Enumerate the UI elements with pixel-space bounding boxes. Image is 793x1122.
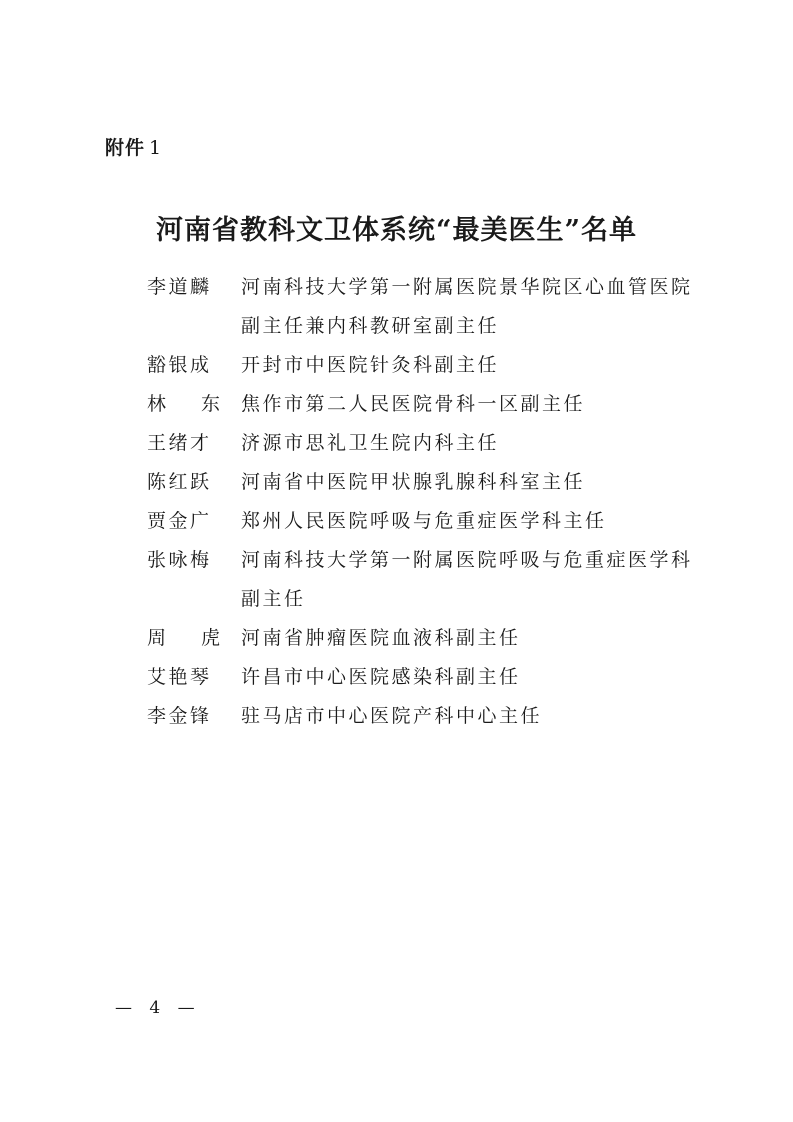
list-item [147, 463, 707, 502]
list-item [147, 697, 707, 736]
person-affiliation: 郑州人民医院呼吸与危重症医学科主任 [241, 510, 607, 532]
list-item [147, 385, 707, 424]
person-affiliation: 开封市中医院针灸科副主任 [241, 354, 500, 376]
person-name [147, 619, 241, 658]
person-name: 王绪才 [147, 432, 212, 454]
list-item [147, 424, 707, 463]
person-name: 豁银成 [147, 354, 212, 376]
person-name: 陈红跃 [147, 471, 212, 493]
list-item [147, 658, 707, 697]
person-affiliation: 许昌市中心医院感染科副主任 [241, 666, 521, 688]
list-item [147, 619, 707, 658]
person-name-first: 周 [147, 627, 167, 649]
list-item [147, 502, 707, 541]
person-name-last: 东 [201, 393, 221, 415]
list-item [147, 268, 707, 346]
person-name [147, 385, 241, 424]
attachment-label [105, 133, 162, 160]
person-affiliation: 济源市思礼卫生院内科主任 [241, 432, 500, 454]
person-name: 李金锋 [147, 705, 212, 727]
award-list [147, 268, 707, 736]
person-affiliation: 河南科技大学第一附属医院呼吸与危重症医学科副主任 [241, 549, 693, 610]
person-name: 艾艳琴 [147, 666, 212, 688]
person-name: 贾金广 [147, 510, 212, 532]
list-item [147, 346, 707, 385]
page-number: — 4 — [115, 998, 201, 1018]
person-name: 李道麟 [147, 276, 212, 298]
person-affiliation: 河南省肿瘤医院血液科副主任 [241, 627, 521, 649]
person-affiliation: 河南科技大学第一附属医院景华院区心血管医院副主任兼内科教研室副主任 [241, 276, 693, 337]
attachment-text: 附件 [105, 137, 146, 159]
document-title: 河南省教科文卫体系统“最美医生”名单 [155, 215, 638, 246]
person-name: 张咏梅 [147, 549, 212, 571]
person-affiliation: 驻马店市中心医院产科中心主任 [241, 705, 543, 727]
person-affiliation: 河南省中医院甲状腺乳腺科科室主任 [241, 471, 586, 493]
person-name-last: 虎 [201, 627, 221, 649]
list-item [147, 541, 707, 619]
attachment-number: 1 [149, 137, 163, 159]
person-name-first: 林 [147, 393, 167, 415]
person-affiliation: 焦作市第二人民医院骨科一区副主任 [241, 393, 586, 415]
